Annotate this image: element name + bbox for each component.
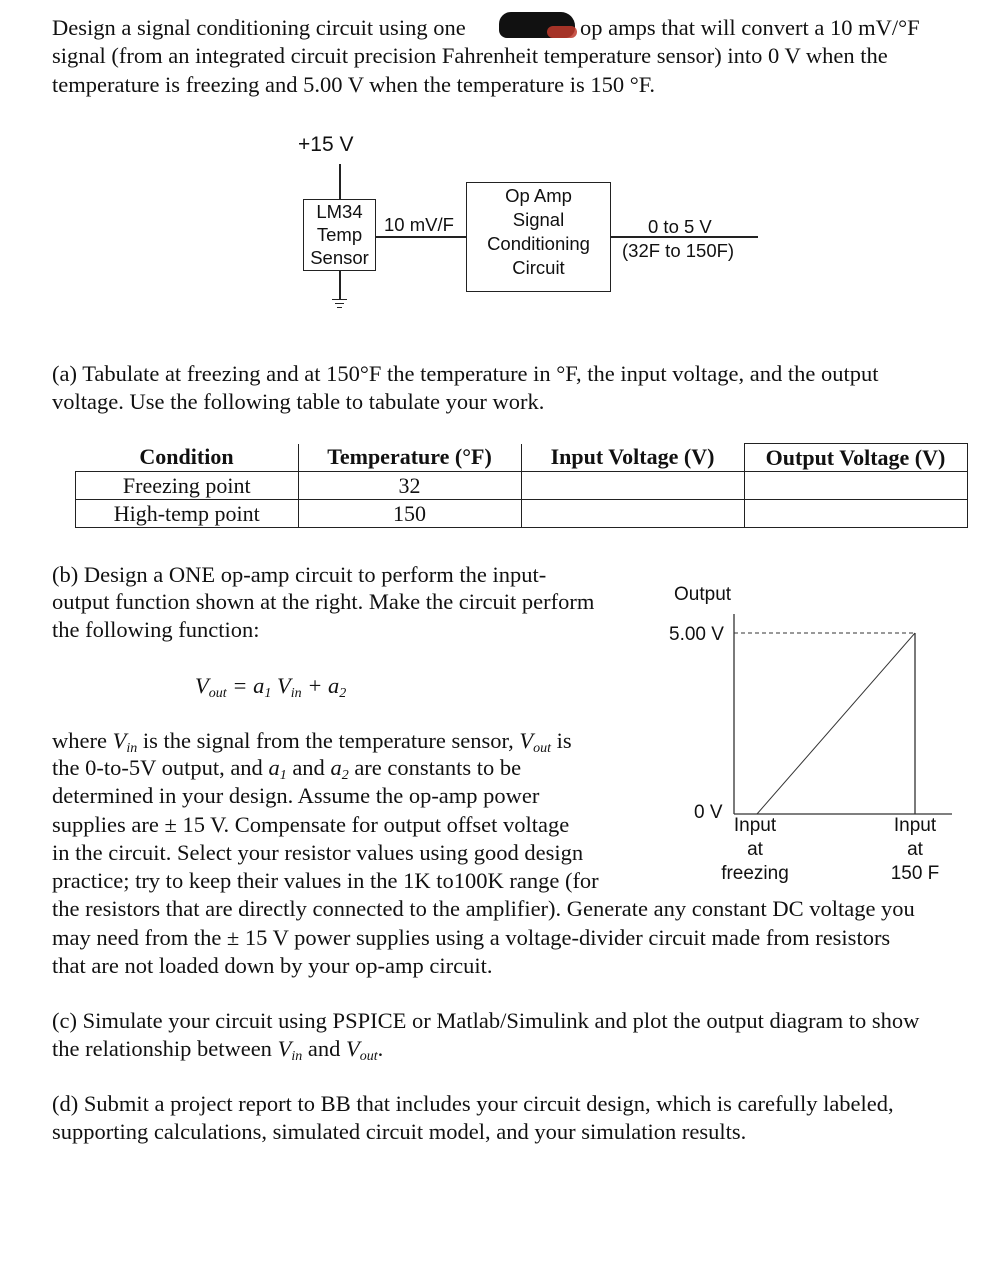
part-b-para-9: that are not loaded down by your op-amp circuit. [52, 953, 493, 978]
part-b-line-2: output function shown at the right. Make the circuit perform [52, 589, 595, 614]
var: V [345, 1036, 360, 1061]
x-label-150f [875, 814, 955, 886]
eq-sub: out [208, 686, 227, 701]
var: V [277, 1036, 292, 1061]
text: . [377, 1036, 384, 1061]
intro-line-3: temperature is freezing and 5.00 V when the temperature is 150 °F. [52, 72, 656, 97]
x-label-line: at [747, 839, 763, 860]
part-a-line-2: voltage. Use the following table to tabulate your work. [52, 389, 545, 414]
header-condition: Condition [76, 444, 299, 472]
part-d-line-2: supporting calculations, simulated circuit model, and your simulation results. [52, 1119, 747, 1144]
transfer-line [757, 633, 915, 814]
sub: 2 [341, 768, 349, 783]
block-label: Conditioning [487, 233, 590, 254]
var: V [519, 728, 534, 753]
part-b-line-3: the following function: [52, 617, 260, 642]
eq-sub: 2 [339, 686, 347, 701]
block-label: Op Amp [505, 185, 572, 206]
cell-temperature: 150 [298, 500, 521, 528]
cell-condition: Freezing point [76, 472, 299, 500]
signal-label: 10 mV/F [384, 214, 454, 235]
text: where [52, 728, 113, 753]
supply-label: +15 V [298, 133, 354, 156]
sub: in [126, 741, 138, 756]
eq-sub: 1 [264, 686, 272, 701]
eq-sub: in [290, 686, 302, 701]
x-label-freezing [715, 814, 795, 886]
eq-var: V [271, 673, 291, 698]
intro-line-2: signal (from an integrated circuit precision Fahrenheit temperature sensor) into 0 V when the [52, 43, 888, 68]
eq-var: = a [226, 673, 265, 698]
text: is [551, 728, 572, 753]
part-b-para-7: the resistors that are directly connected to the amplifier). Generate any constant DC voltage you [52, 896, 915, 921]
y-max-label: 5.00 V [669, 624, 724, 645]
intro-line-1b: op amps that will convert a 10 mV/°F [580, 15, 920, 40]
eq-var: + a [301, 673, 340, 698]
output-range-label: (32F to 150F) [622, 240, 735, 261]
x-label-line: Input [893, 815, 937, 836]
x-label-line: 150 F [890, 863, 940, 884]
sensor-label: Temp [316, 224, 363, 245]
part-a-line-1: (a) Tabulate at freezing and at 150°F the temperature in °F, the input voltage, and the output [52, 361, 879, 386]
part-d-line-1: (d) Submit a project report to BB that includes your circuit design, which is carefully labeled, [52, 1091, 894, 1116]
text: the 0-to-5V output, and [52, 755, 269, 780]
block-label: Signal [512, 209, 565, 230]
text: are constants to be [348, 755, 522, 780]
intro-text: Design a signal conditioning circuit using one [52, 15, 466, 40]
y-min-label: 0 V [694, 802, 723, 823]
var: a [268, 755, 280, 780]
block-label: Circuit [512, 257, 565, 278]
x-label-line: freezing [721, 863, 789, 884]
output-label: 0 to 5 V [648, 216, 712, 237]
part-c-line-2 [52, 1035, 383, 1071]
part-b-line-1: (b) Design a ONE op-amp circuit to perform the input- [52, 562, 547, 587]
sub: out [359, 1049, 378, 1064]
sub: in [291, 1049, 303, 1064]
sub: 1 [279, 768, 287, 783]
text: is the signal from the temperature sensor, [137, 728, 520, 753]
var: V [112, 728, 127, 753]
text: and [286, 755, 331, 780]
header-temperature: Temperature (°F) [298, 444, 521, 472]
cell-condition: High-temp point [76, 500, 299, 528]
sensor-label: Sensor [310, 247, 369, 268]
part-b-para-5: in the circuit. Select your resistor values using good design [52, 840, 584, 865]
sub: out [533, 741, 551, 756]
part-b-para-4: supplies are ± 15 V. Compensate for output offset voltage [52, 812, 570, 837]
x-label-line: Input [733, 815, 777, 836]
x-label-line: at [907, 839, 923, 860]
text: and [302, 1036, 346, 1061]
part-b-para-6: practice; try to keep their values in the 1K to100K range (for [52, 868, 599, 893]
header-input-voltage: Input Voltage (V) [521, 444, 744, 472]
sensor-label: LM34 [316, 201, 363, 222]
text: the relationship between [52, 1036, 278, 1061]
eq-var: V [195, 673, 209, 698]
y-axis-label: Output [674, 584, 732, 605]
part-b-para-3: determined in your design. Assume the op-amp power [52, 783, 540, 808]
part-c-line-1: (c) Simulate your circuit using PSPICE or Matlab/Simulink and plot the output diagram to show [52, 1008, 920, 1033]
cell-temperature: 32 [298, 472, 521, 500]
header-output-voltage: Output Voltage (V) [744, 444, 967, 472]
var: a [330, 755, 342, 780]
part-b-para-8: may need from the ± 15 V power supplies using a voltage-divider circuit made from resistors [52, 925, 891, 950]
